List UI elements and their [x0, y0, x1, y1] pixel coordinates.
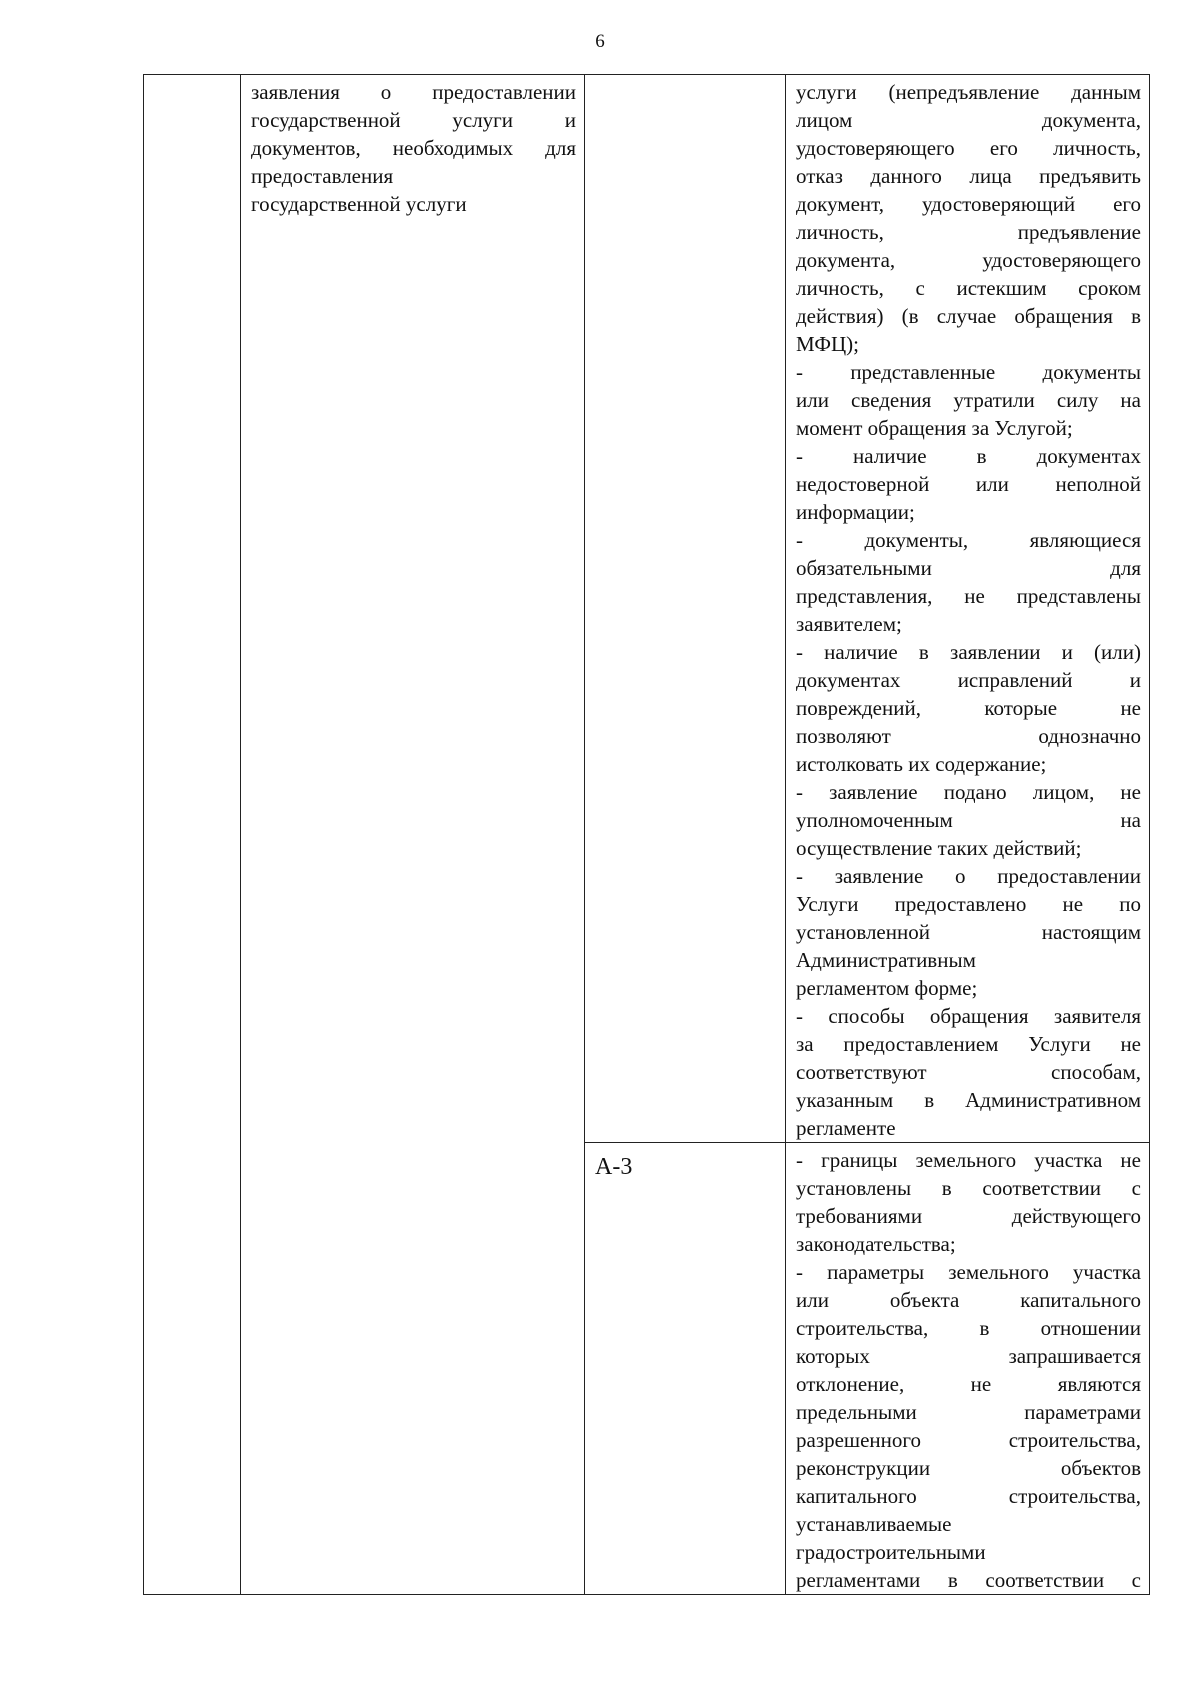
text-line: Услуги предоставлено не по — [796, 892, 1141, 916]
text-line: устанавливаемые — [796, 1512, 952, 1536]
text-line: - документы, являющиеся — [796, 528, 1141, 552]
text-line: - параметры земельного участка — [796, 1260, 1141, 1284]
table-cell-grounds — [786, 1143, 1150, 1595]
text-line: регламенте — [796, 1116, 896, 1140]
text-line: требованиями действующего — [796, 1204, 1141, 1228]
text-line: обязательными для — [796, 556, 1141, 580]
table-cell-number — [144, 75, 241, 1595]
page-number: 6 — [595, 31, 605, 52]
text-line: установлены в соответствии с — [796, 1176, 1141, 1200]
table-row — [144, 75, 1150, 1143]
text-line: документов, необходимых для — [251, 136, 576, 160]
text-line: уполномоченным на — [796, 808, 1141, 832]
table-cell-code — [585, 75, 786, 1143]
text-line: или объекта капитального — [796, 1288, 1141, 1312]
text-line: заявителем; — [796, 612, 902, 636]
text-line: отклонение, не являются — [796, 1372, 1141, 1396]
text-line: документ, удостоверяющий его — [796, 192, 1141, 216]
document-table — [143, 74, 1150, 1595]
text-line: - представленные документы — [796, 360, 1141, 384]
text-line: удостоверяющего его личность, — [796, 136, 1141, 160]
text-line: регламентами в соответствии с — [796, 1568, 1141, 1592]
text-line: представления, не представлены — [796, 584, 1141, 608]
text-line: - способы обращения заявителя — [796, 1004, 1141, 1028]
code-label: А-3 — [595, 1154, 633, 1180]
text-line: которых запрашивается — [796, 1344, 1141, 1368]
text-line: реконструкции объектов — [796, 1456, 1141, 1480]
text-line: предельными параметрами — [796, 1400, 1141, 1424]
text-line: документах исправлений и — [796, 668, 1141, 692]
text-line: осуществление таких действий; — [796, 836, 1082, 860]
text-line: позволяют однозначно — [796, 724, 1141, 748]
text-line: МФЦ); — [796, 332, 859, 356]
text-line: - заявление подано лицом, не — [796, 780, 1141, 804]
text-line: повреждений, которые не — [796, 696, 1141, 720]
text-line: или сведения утратили силу на — [796, 388, 1141, 412]
text-line: указанным в Административном — [796, 1088, 1141, 1112]
text-line: лицом документа, — [796, 108, 1141, 132]
text-line: услуги (непредъявление данным — [796, 80, 1141, 104]
text-line: разрешенного строительства, — [796, 1428, 1141, 1452]
text-line: информации; — [796, 500, 915, 524]
table-cell-code — [585, 1143, 786, 1595]
text-line: установленной настоящим — [796, 920, 1141, 944]
text-line: государственной услуги и — [251, 108, 576, 132]
text-line: строительства, в отношении — [796, 1316, 1141, 1340]
text-line: государственной услуги — [251, 192, 467, 216]
text-line: документа, удостоверяющего — [796, 248, 1141, 272]
code-label — [595, 78, 777, 84]
text-line: заявления о предоставлении — [251, 80, 576, 104]
table-cell-procedure — [241, 75, 585, 1595]
text-line: отказ данного лица предъявить — [796, 164, 1141, 188]
text-line: истолковать их содержание; — [796, 752, 1047, 776]
text-line: регламентом форме; — [796, 976, 978, 1000]
text-line: - заявление о предоставлении — [796, 864, 1141, 888]
text-line: соответствуют способам, — [796, 1060, 1141, 1084]
text-line: капитального строительства, — [796, 1484, 1141, 1508]
text-line: недостоверной или неполной — [796, 472, 1141, 496]
text-line: за предоставлением Услуги не — [796, 1032, 1141, 1056]
text-line: момент обращения за Услугой; — [796, 416, 1073, 440]
text-line: - границы земельного участка не — [796, 1148, 1141, 1172]
text-line: личность, предъявление — [796, 220, 1141, 244]
text-line: предоставления — [251, 164, 394, 188]
text-line: градостроительными — [796, 1540, 986, 1564]
text-line: - наличие в заявлении и (или) — [796, 640, 1141, 664]
text-line: Административным — [796, 948, 976, 972]
text-line: - наличие в документах — [796, 444, 1141, 468]
text-line: действия) (в случае обращения в — [796, 304, 1141, 328]
table-cell-grounds — [786, 75, 1150, 1143]
text-line: законодательства; — [796, 1232, 956, 1256]
text-line: личность, с истекшим сроком — [796, 276, 1141, 300]
